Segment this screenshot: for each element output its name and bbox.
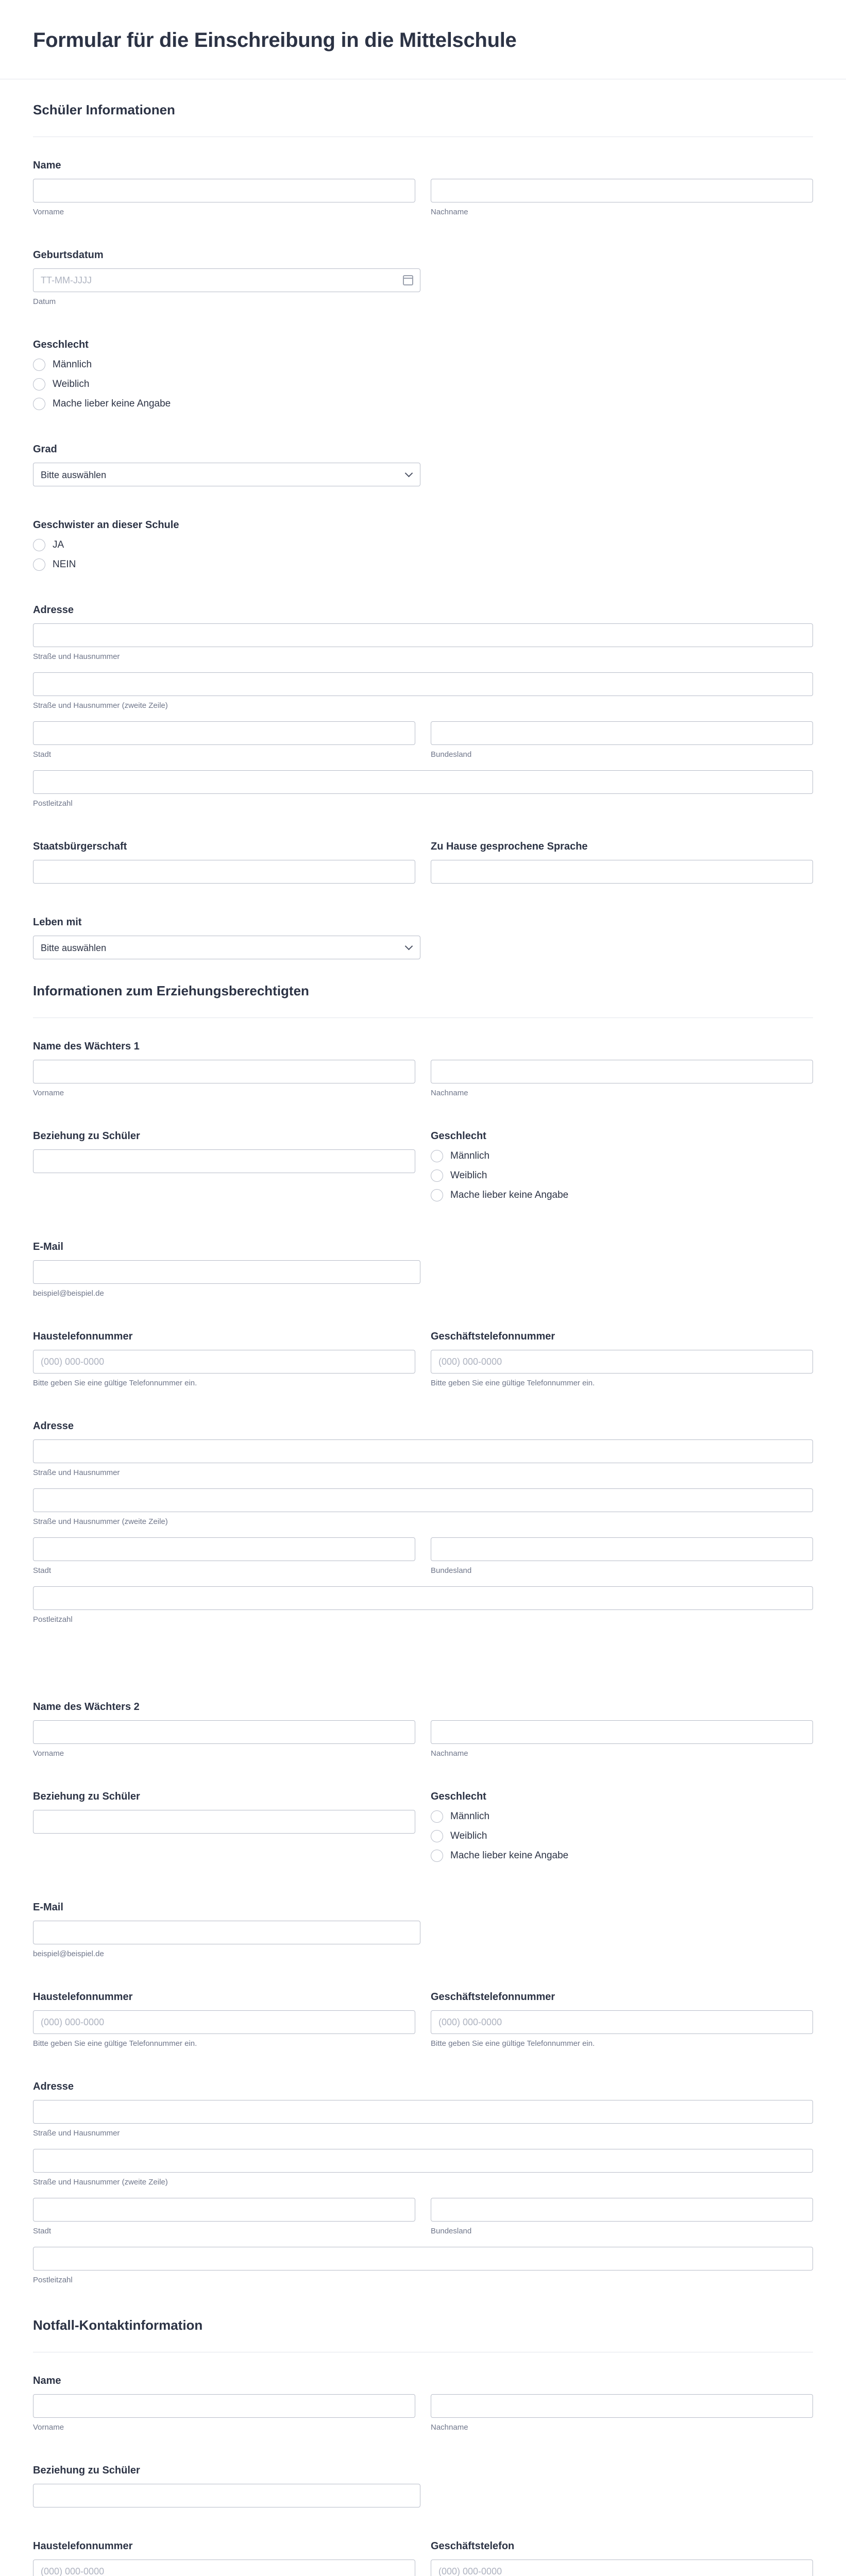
student-gender-field bbox=[33, 339, 813, 411]
field-label: Geschäftstelefonnummer bbox=[431, 1991, 555, 2003]
guardian2-work-phone-input[interactable] bbox=[431, 2010, 813, 2034]
field-label: Beziehung zu Schüler bbox=[33, 1791, 140, 1802]
guardian1-last-name-input[interactable] bbox=[431, 1060, 813, 1083]
radio-button[interactable] bbox=[431, 1810, 443, 1823]
sublabel: Straße und Hausnummer (zweite Zeile) bbox=[33, 2178, 168, 2187]
field-label: Adresse bbox=[33, 2081, 74, 2092]
radio-label: Mache lieber keine Angabe bbox=[450, 1850, 569, 1861]
field-label: Name des Wächters 1 bbox=[33, 1041, 140, 1052]
phone-help: Bitte geben Sie eine gültige Telefonnummer ein. bbox=[431, 2039, 595, 2048]
phone-help: Bitte geben Sie eine gültige Telefonnummer ein. bbox=[33, 1379, 197, 1387]
phone-help: Bitte geben Sie eine gültige Telefonnummer ein. bbox=[33, 2039, 197, 2048]
guardian2-name-field bbox=[33, 1701, 813, 1758]
emergency-home-phone-input[interactable] bbox=[33, 2560, 415, 2576]
state-input[interactable] bbox=[431, 721, 813, 745]
student-section bbox=[0, 79, 846, 959]
radio-button[interactable] bbox=[33, 398, 45, 410]
guardian2-email-field bbox=[33, 1902, 813, 1958]
field-label: Geschäftstelefonnummer bbox=[431, 1331, 555, 1342]
field-label: Grad bbox=[33, 444, 57, 455]
calendar-icon[interactable] bbox=[403, 275, 413, 285]
guardian1-relation-gender-row bbox=[33, 1130, 813, 1208]
birthdate-input[interactable] bbox=[33, 268, 420, 292]
radio-button[interactable] bbox=[33, 359, 45, 371]
language-input[interactable] bbox=[431, 860, 813, 884]
field-label: Haustelefonnummer bbox=[33, 2540, 133, 2552]
guardian2-phone-row bbox=[33, 1991, 813, 2048]
state-input[interactable] bbox=[431, 2198, 813, 2222]
sublabel: Bundesland bbox=[431, 750, 472, 759]
radio-label: Männlich bbox=[450, 1150, 490, 1161]
grade-field bbox=[33, 444, 813, 486]
sublabel: Straße und Hausnummer (zweite Zeile) bbox=[33, 1517, 168, 1526]
guardian2-relation-gender-row bbox=[33, 1791, 813, 1869]
field-label: Haustelefonnummer bbox=[33, 1991, 133, 2003]
sublabel: Nachname bbox=[431, 2423, 468, 2432]
radio-option[interactable] bbox=[33, 538, 813, 552]
radio-label: Weiblich bbox=[450, 1170, 487, 1181]
field-label: Beziehung zu Schüler bbox=[33, 1130, 140, 1142]
city-input[interactable] bbox=[33, 1537, 415, 1561]
radio-button[interactable] bbox=[431, 1830, 443, 1842]
sublabel: Bundesland bbox=[431, 2227, 472, 2235]
guardian-section bbox=[0, 971, 846, 2284]
citizenship-input[interactable] bbox=[33, 860, 415, 884]
sublabel: Postleitzahl bbox=[33, 2276, 73, 2284]
guardian2-first-name-input[interactable] bbox=[33, 1720, 415, 1744]
select-value: Bitte auswählen bbox=[41, 470, 107, 480]
guardian1-name-field bbox=[33, 1041, 813, 1097]
emergency-work-phone-input[interactable] bbox=[431, 2560, 813, 2576]
zip-input[interactable] bbox=[33, 2247, 813, 2270]
city-input[interactable] bbox=[33, 2198, 415, 2222]
sublabel: Datum bbox=[33, 297, 56, 306]
guardian2-email-input[interactable] bbox=[33, 1921, 420, 1944]
field-label: Adresse bbox=[33, 1420, 74, 1432]
field-label: Beziehung zu Schüler bbox=[33, 2465, 140, 2476]
chevron-down-icon bbox=[405, 469, 413, 478]
radio-label: NEIN bbox=[53, 559, 76, 570]
guardian1-first-name-input[interactable] bbox=[33, 1060, 415, 1083]
form-title: Formular für die Einschreibung in die Mittelschule bbox=[33, 29, 517, 52]
radio-label: Mache lieber keine Angabe bbox=[450, 1190, 569, 1200]
street2-input[interactable] bbox=[33, 1488, 813, 1512]
sublabel: Postleitzahl bbox=[33, 799, 73, 808]
sublabel: Stadt bbox=[33, 2227, 52, 2235]
street-input[interactable] bbox=[33, 1439, 813, 1463]
street-input[interactable] bbox=[33, 2100, 813, 2124]
radio-label: JA bbox=[53, 539, 64, 550]
field-label: Name bbox=[33, 2375, 61, 2386]
section-title: Notfall-Kontaktinformation bbox=[33, 2317, 203, 2333]
radio-option[interactable] bbox=[431, 1849, 813, 1862]
radio-button[interactable] bbox=[431, 1170, 443, 1182]
sublabel: Nachname bbox=[431, 208, 468, 216]
guardian2-last-name-input[interactable] bbox=[431, 1720, 813, 1744]
form-header bbox=[0, 0, 846, 79]
radio-option[interactable] bbox=[33, 397, 813, 411]
radio-option[interactable] bbox=[431, 1189, 813, 1202]
radio-label: Weiblich bbox=[450, 1831, 487, 1841]
field-label: Name bbox=[33, 160, 61, 171]
guardian1-work-phone-input[interactable] bbox=[431, 1350, 813, 1374]
guardian2-address-field bbox=[33, 2081, 813, 2284]
state-input[interactable] bbox=[431, 1537, 813, 1561]
sublabel: Vorname bbox=[33, 1089, 64, 1097]
radio-option[interactable] bbox=[33, 358, 813, 371]
lives-with-select[interactable] bbox=[33, 936, 420, 959]
field-label: Geschwister an dieser Schule bbox=[33, 519, 179, 531]
field-label: Geburtsdatum bbox=[33, 249, 104, 261]
email-help: beispiel@beispiel.de bbox=[33, 1950, 104, 1958]
chevron-down-icon bbox=[405, 942, 413, 951]
section-title: Informationen zum Erziehungsberechtigten bbox=[33, 983, 309, 998]
emergency-relation-field bbox=[33, 2465, 813, 2507]
radio-option[interactable] bbox=[431, 1829, 813, 1843]
sublabel: Vorname bbox=[33, 208, 64, 216]
sublabel: Straße und Hausnummer bbox=[33, 652, 120, 661]
lives-with-field bbox=[33, 917, 813, 959]
radio-button[interactable] bbox=[33, 558, 45, 571]
phone-help: Bitte geben Sie eine gültige Telefonnummer ein. bbox=[431, 1379, 595, 1387]
section-title: Schüler Informationen bbox=[33, 102, 175, 117]
radio-button[interactable] bbox=[431, 1189, 443, 1201]
street-input[interactable] bbox=[33, 623, 813, 647]
field-label: Zu Hause gesprochene Sprache bbox=[431, 841, 588, 852]
sublabel: Vorname bbox=[33, 1749, 64, 1758]
guardian2-home-phone-input[interactable] bbox=[33, 2010, 415, 2034]
student-last-name-input[interactable] bbox=[431, 179, 813, 202]
field-label: Geschlecht bbox=[431, 1130, 486, 1142]
street2-input[interactable] bbox=[33, 2149, 813, 2173]
field-label: Staatsbürgerschaft bbox=[33, 841, 127, 852]
field-label: E-Mail bbox=[33, 1902, 63, 1913]
student-name-field bbox=[33, 160, 813, 216]
guardian1-phone-row bbox=[33, 1331, 813, 1387]
email-help: beispiel@beispiel.de bbox=[33, 1289, 104, 1298]
student-first-name-input[interactable] bbox=[33, 179, 415, 202]
sublabel: Straße und Hausnummer bbox=[33, 1468, 120, 1477]
street2-input[interactable] bbox=[33, 672, 813, 696]
guardian1-relation-input[interactable] bbox=[33, 1149, 415, 1173]
guardian1-email-input[interactable] bbox=[33, 1260, 420, 1284]
emergency-section-header bbox=[33, 2305, 813, 2352]
radio-option[interactable] bbox=[431, 1169, 813, 1182]
emergency-name-field bbox=[33, 2375, 813, 2432]
select-value: Bitte auswählen bbox=[41, 943, 107, 953]
guardian1-email-field bbox=[33, 1241, 813, 1298]
field-label: Adresse bbox=[33, 604, 74, 616]
emergency-phone-row bbox=[33, 2540, 813, 2576]
sublabel: Straße und Hausnummer bbox=[33, 2129, 120, 2138]
emergency-last-name-input[interactable] bbox=[431, 2394, 813, 2418]
radio-button[interactable] bbox=[431, 1850, 443, 1862]
guardian1-address-field bbox=[33, 1420, 813, 1624]
radio-label: Mache lieber keine Angabe bbox=[53, 398, 171, 409]
radio-option[interactable] bbox=[431, 1810, 813, 1823]
radio-label: Männlich bbox=[450, 1811, 490, 1822]
radio-option[interactable] bbox=[33, 558, 813, 571]
emergency-relation-input[interactable] bbox=[33, 2484, 420, 2507]
sublabel: Nachname bbox=[431, 1749, 468, 1758]
guardian2-relation-input[interactable] bbox=[33, 1810, 415, 1834]
sublabel: Nachname bbox=[431, 1089, 468, 1097]
siblings-field bbox=[33, 519, 813, 571]
city-input[interactable] bbox=[33, 721, 415, 745]
sublabel: Straße und Hausnummer (zweite Zeile) bbox=[33, 701, 168, 710]
field-label: Geschlecht bbox=[431, 1791, 486, 1802]
field-label: Haustelefonnummer bbox=[33, 1331, 133, 1342]
radio-label: Weiblich bbox=[53, 379, 90, 389]
citizenship-language-row bbox=[33, 841, 813, 884]
sublabel: Vorname bbox=[33, 2423, 64, 2432]
emergency-first-name-input[interactable] bbox=[33, 2394, 415, 2418]
sublabel: Postleitzahl bbox=[33, 1615, 73, 1624]
grade-select[interactable] bbox=[33, 463, 420, 486]
guardian1-home-phone-input[interactable] bbox=[33, 1350, 415, 1374]
radio-label: Männlich bbox=[53, 359, 92, 370]
radio-button[interactable] bbox=[33, 378, 45, 391]
field-label: Name des Wächters 2 bbox=[33, 1701, 140, 1713]
student-address-field bbox=[33, 604, 813, 808]
sublabel: Stadt bbox=[33, 750, 52, 759]
radio-option[interactable] bbox=[431, 1149, 813, 1163]
field-label: Geschlecht bbox=[33, 339, 89, 350]
field-label: E-Mail bbox=[33, 1241, 63, 1252]
radio-button[interactable] bbox=[33, 539, 45, 551]
guardian-section-header bbox=[33, 971, 813, 1018]
emergency-section bbox=[0, 2305, 846, 2576]
field-label: Leben mit bbox=[33, 917, 82, 928]
zip-input[interactable] bbox=[33, 1586, 813, 1610]
radio-button[interactable] bbox=[431, 1150, 443, 1162]
student-section-header bbox=[33, 79, 813, 137]
sublabel: Bundesland bbox=[431, 1566, 472, 1575]
birthdate-field bbox=[33, 249, 813, 306]
zip-input[interactable] bbox=[33, 770, 813, 794]
sublabel: Stadt bbox=[33, 1566, 52, 1575]
field-label: Geschäftstelefon bbox=[431, 2540, 515, 2552]
radio-option[interactable] bbox=[33, 378, 813, 391]
